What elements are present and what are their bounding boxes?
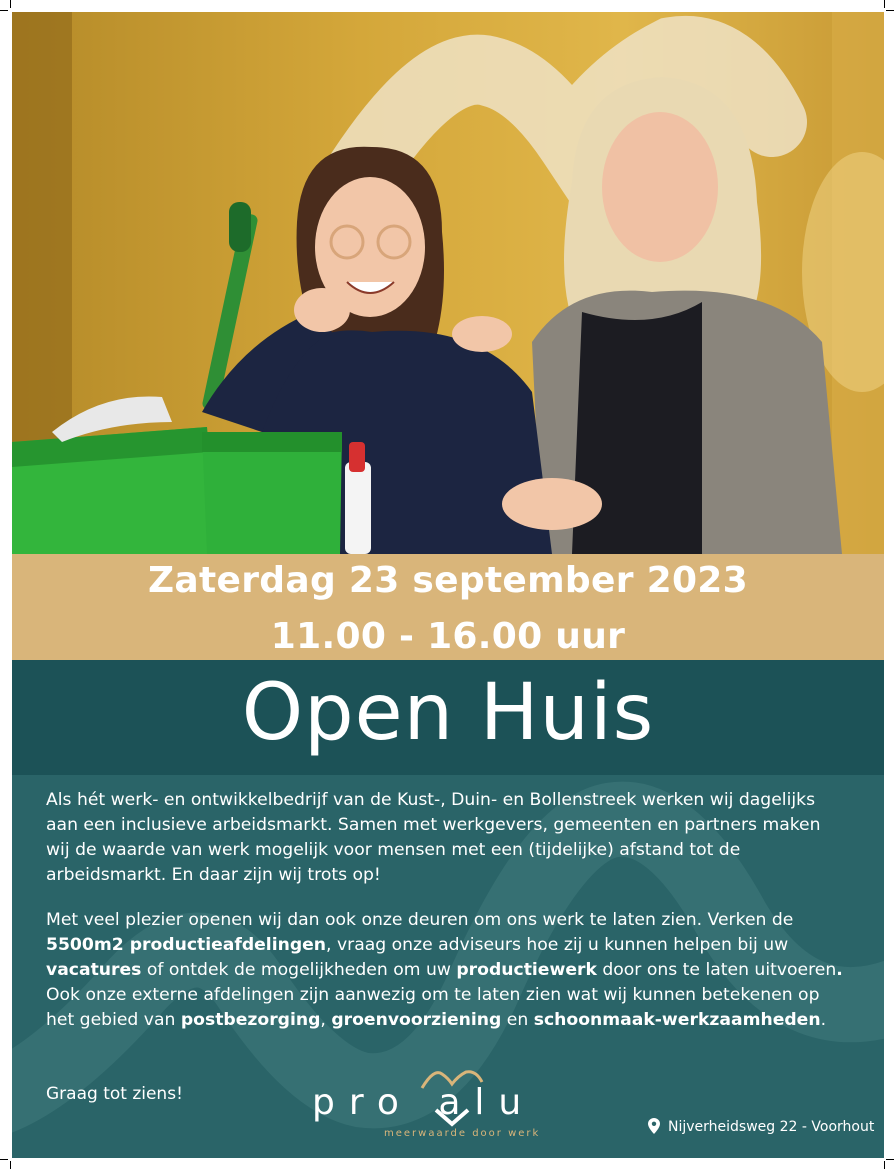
logo-tagline: meerwaarde door werk <box>384 1128 541 1139</box>
event-time: 11.00 - 16.00 uur <box>270 616 626 657</box>
crop-mark <box>884 1161 885 1169</box>
provalu-logo <box>312 1060 592 1150</box>
logo-wordmark: pro alu <box>312 1082 536 1123</box>
crop-mark <box>10 1161 11 1169</box>
hero-photo <box>12 12 884 554</box>
event-date: Zaterdag 23 september 2023 <box>148 560 748 601</box>
crop-mark <box>886 10 894 11</box>
crop-mark <box>10 0 11 8</box>
address-text: Nijverheidsweg 22 - Voorhout <box>668 1119 875 1135</box>
closing-text: Graag tot ziens! <box>46 1084 183 1104</box>
intro-paragraph: Als hét werk- en ontwikkelbedrijf van de Kust-, Duin- en Bollenstreek werken wij dagelijks aan een inclusieve arbeidsmarkt. Samen met werkgevers, gemeenten en partners maken wij de waarde van werk mogelijk voor mensen met een (tijdelijke) afstand tot de arbeidsmarkt. En daar zijn wij trots op! <box>46 790 821 885</box>
address <box>648 1118 874 1135</box>
details-paragraph: Met veel plezier openen wij dan ook onze deuren om ons werk te laten zien. Verken de 5500m2 productieafdelingen, vraag onze adviseurs hoe zij u kunnen helpen bij uw vacatures of ontdek de mogelijkheden om uw productiewerk door ons te laten uitvoeren. Ook onze externe afdelingen zijn aanwezig om te laten zien wat wij kunnen betekenen op het gebied van postbezorging, groenvoorziening en schoonmaak-werkzaamheden. <box>46 910 843 1030</box>
crop-mark <box>0 10 8 11</box>
crop-mark <box>886 1159 894 1160</box>
page-title: Open Huis <box>241 668 655 758</box>
location-pin-icon <box>648 1118 660 1134</box>
crop-mark <box>0 1159 8 1160</box>
crop-mark <box>884 0 885 8</box>
flyer <box>12 12 884 1158</box>
photo-illustration <box>12 12 884 554</box>
